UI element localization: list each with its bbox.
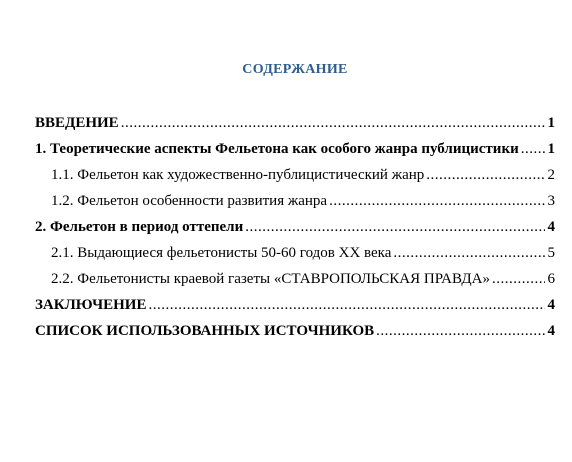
toc-entry-references[interactable] [35,318,555,344]
toc-dot-leader [376,318,545,344]
toc-entry-text: ВВЕДЕНИЕ [35,115,119,131]
toc-dot-leader [329,188,545,214]
toc-entry-text: 2.1. Выдающиеся фельетонисты 50-60 годов XX века [51,245,392,261]
toc-dot-leader [492,266,545,292]
toc-dot-leader [393,240,545,266]
toc-page-number: 2 [547,167,555,183]
toc-entry-chapter-2[interactable] [35,214,555,240]
toc-page-number: 1 [547,115,555,131]
toc-dot-leader [121,110,545,136]
toc-entry-text: СПИСОК ИСПОЛЬЗОВАННЫХ ИСТОЧНИКОВ [35,323,375,339]
toc-dot-leader [426,162,545,188]
toc-entry-conclusion[interactable] [35,292,555,318]
toc-entry-text: 1.2. Фельетон особенности развития жанра [51,193,328,209]
toc-entry-section-1-2[interactable] [35,188,555,214]
toc-entry-text: 2.2. Фельетонисты краевой газеты «СТАВРОПОЛЬСКАЯ ПРАВДА» [51,271,490,287]
toc-entry-text: 1. Теоретические аспекты Фельетона как особого жанра публицистики [35,141,519,157]
toc-entry-section-2-1[interactable] [35,240,555,266]
toc-entry-text: ЗАКЛЮЧЕНИЕ [35,297,147,313]
toc-page-number: 1 [547,141,555,157]
toc-page-number: 4 [547,323,555,339]
toc-page-number: 5 [547,245,555,261]
toc-entry-section-2-2[interactable] [35,266,555,292]
table-of-contents [35,110,555,344]
toc-dot-leader [148,292,545,318]
toc-entry-text: 1.1. Фельетон как художественно-публицистический жанр [51,167,425,183]
toc-page-number: 4 [547,219,555,235]
toc-page-number: 3 [547,193,555,209]
toc-dot-leader [521,136,545,162]
toc-heading: СОДЕРЖАНИЕ [242,62,348,77]
toc-entry-chapter-1[interactable] [35,136,555,162]
toc-entry-section-1-1[interactable] [35,162,555,188]
toc-page-number: 4 [547,297,555,313]
toc-page-number: 6 [547,271,555,287]
toc-entry-text: 2. Фельетон в период оттепели [35,219,244,235]
toc-entry-introduction[interactable] [35,110,555,136]
toc-dot-leader [245,214,545,240]
